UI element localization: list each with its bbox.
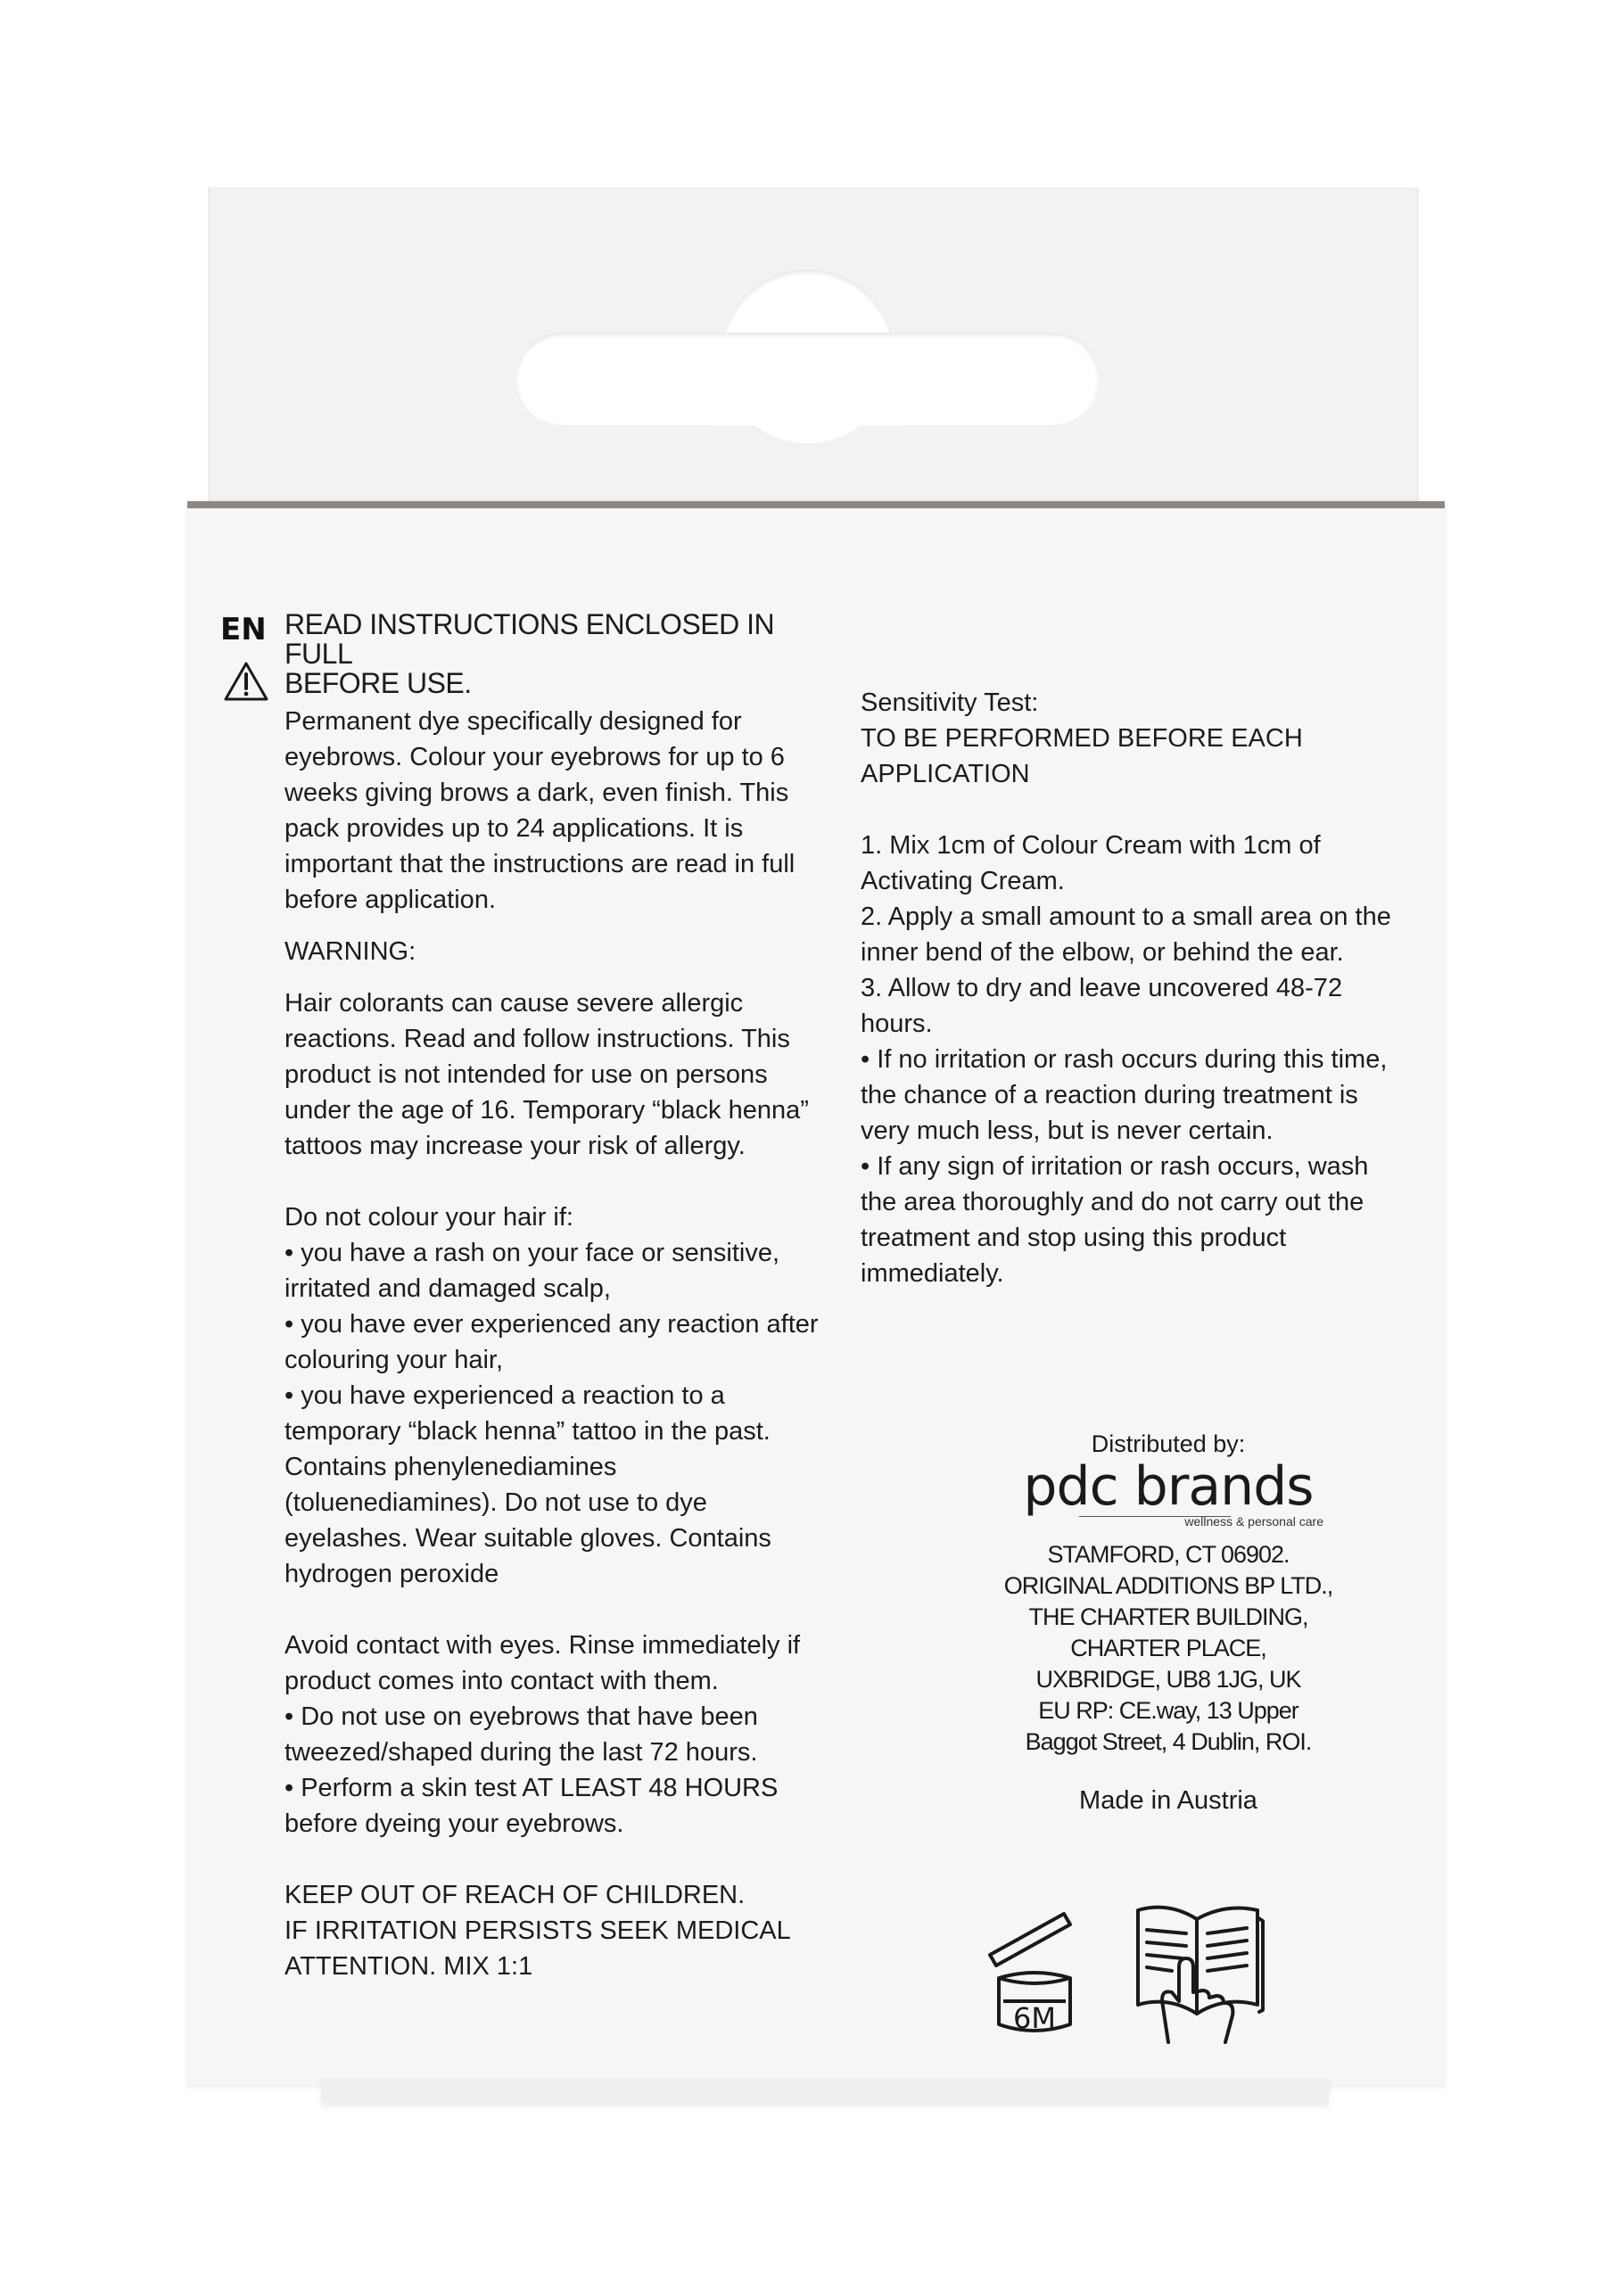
list-item: • you have experienced a reaction to a temporary “black henna” tattoo in the past. [284, 1381, 771, 1446]
warning-triangle-icon [223, 661, 269, 702]
brand-tagline: wellness & personal care [1184, 1514, 1323, 1529]
address-line: UXBRIDGE, UB8 1JG, UK [1035, 1666, 1301, 1693]
right-column [861, 685, 1396, 1291]
distributor-block [945, 1429, 1391, 1818]
pao-label: 6M [1013, 2001, 1056, 2035]
address-line: Baggot Street, 4 Dublin, ROI. [1025, 1728, 1312, 1755]
step: 2. Apply a small amount to a small area on the inner bend of the elbow, or behind the ear. [861, 902, 1391, 967]
sensitivity-title: Sensitivity Test: [861, 688, 1039, 717]
read-leaflet-book-hand-icon [1133, 1900, 1266, 2047]
list-item: • you have a rash on your face or sensitive, irritated and damaged scalp, [284, 1239, 780, 1303]
keep-out-line-2: IF IRRITATION PERSISTS SEEK MEDICAL ATTENTION. MIX 1:1 [284, 1916, 790, 1981]
heading-line-2: BEFORE USE. [284, 667, 472, 699]
warning-text: Hair colorants can cause severe allergic reactions. Read and follow instructions. This product is not intended for use on persons under the age of 16. Temporary “black henna” tattoos may increase your risk of allergy. [284, 989, 809, 1160]
step: 1. Mix 1cm of Colour Cream with 1cm of Activating Cream. [861, 831, 1321, 895]
package-bottom-edge [321, 2078, 1329, 2103]
language-code: EN [220, 612, 267, 647]
warning-label: WARNING: [284, 937, 416, 966]
step: • If any sign of irritation or rash occurs, wash the area thoroughly and do not carry out the treatment and stop using this product immediately. [861, 1152, 1369, 1288]
step: 3. Allow to dry and leave uncovered 48-72 hours. [861, 974, 1343, 1038]
heading [284, 610, 820, 698]
address [945, 1539, 1391, 1758]
brand-logo [1008, 1455, 1329, 1532]
brand-name: pdc brands [1023, 1455, 1314, 1518]
distributed-by-label: Distributed by: [1091, 1430, 1246, 1457]
do-not-heading: Do not colour your hair if: [284, 1203, 573, 1232]
list-item: • you have ever experienced any reaction after colouring your hair, [284, 1310, 819, 1374]
address-line: CHARTER PLACE, [1070, 1635, 1266, 1661]
address-line: THE CHARTER BUILDING, [1028, 1603, 1308, 1630]
step: • If no irritation or rash occurs during this time, the chance of a reaction during treatment is very much less, but is never certain. [861, 1045, 1388, 1145]
left-column [284, 610, 820, 1984]
open-jar-period-after-opening-icon [985, 1908, 1084, 2042]
heading-line-1: READ INSTRUCTIONS ENCLOSED IN FULL [284, 608, 775, 670]
hang-hole-join [713, 339, 902, 425]
list-item: • Perform a skin test AT LEAST 48 HOURS before dyeing your eyebrows. [284, 1774, 779, 1838]
contains-text: Contains phenylenediamines (toluenediamines). Do not use to dye eyelashes. Wear suitable gloves. Contains hydrogen peroxide [284, 1453, 771, 1588]
sensitivity-subtitle: TO BE PERFORMED BEFORE EACH APPLICATION [861, 724, 1303, 788]
avoid-text: Avoid contact with eyes. Rinse immediately if product comes into contact with them. [284, 1631, 801, 1695]
made-in: Made in Austria [1079, 1786, 1257, 1815]
keep-out-line-1: KEEP OUT OF REACH OF CHILDREN. [284, 1881, 746, 1909]
address-line: ORIGINAL ADDITIONS BP LTD., [1003, 1572, 1333, 1599]
address-line: EU RP: CE.way, 13 Upper [1038, 1697, 1298, 1724]
product-intro: Permanent dye specifically designed for eyebrows. Colour your eyebrows for up to 6 weeks giving brows a dark, even finish. This pack provides up to 24 applications. It is important that the instructions are read in full before application. [284, 707, 796, 914]
address-line: STAMFORD, CT 06902. [1047, 1541, 1290, 1568]
list-item: • Do not use on eyebrows that have been tweezed/shaped during the last 72 hours. [284, 1702, 758, 1767]
